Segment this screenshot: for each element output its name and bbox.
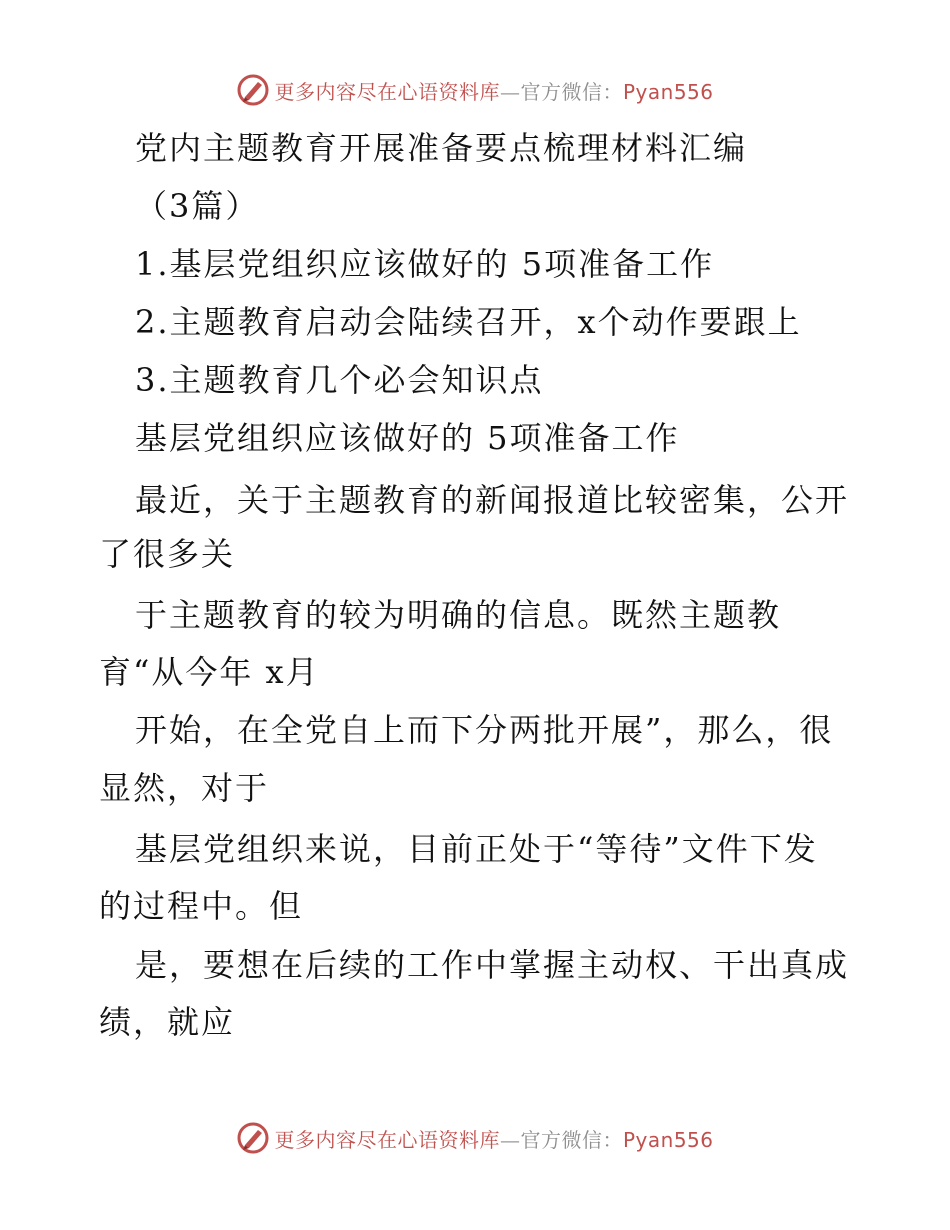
document-title-line-2: （3篇） xyxy=(135,187,260,225)
body-line-10: 绩，就应 xyxy=(99,1003,236,1041)
body-line-3: 于主题教育的较为明确的信息。既然主题教 xyxy=(135,596,782,634)
pen-seal-logo-icon xyxy=(236,1121,270,1155)
watermark-text xyxy=(274,76,713,105)
toc-item-2: 2.主题教育启动会陆续召开，x个动作要跟上 xyxy=(135,303,802,341)
watermark-wechat-label: 官方微信： xyxy=(520,1127,623,1152)
body-line-9: 是，要想在后续的工作中掌握主动权、干出真成 xyxy=(135,946,850,984)
pen-seal-logo-icon xyxy=(236,73,270,107)
watermark-separator: — xyxy=(499,79,521,104)
section-heading: 基层党组织应该做好的 5项准备工作 xyxy=(135,419,680,457)
watermark-wechat-id: Pyan556 xyxy=(622,79,714,104)
watermark-text xyxy=(274,1124,713,1153)
watermark-main-text: 更多内容尽在心语资料库 xyxy=(274,79,500,104)
body-line-6: 显然，对于 xyxy=(99,769,270,807)
body-line-8: 的过程中。但 xyxy=(99,887,304,925)
body-line-2: 了很多关 xyxy=(99,535,236,573)
body-line-4: 育“从今年 x月 xyxy=(99,653,320,691)
watermark-header xyxy=(0,70,950,110)
body-line-7: 基层党组织来说，目前正处于“等待”文件下发 xyxy=(135,830,818,868)
watermark-main-text: 更多内容尽在心语资料库 xyxy=(274,1127,500,1152)
document-title-line-1: 党内主题教育开展准备要点梳理材料汇编 xyxy=(135,129,748,167)
watermark-footer xyxy=(0,1118,950,1158)
watermark-wechat-id: Pyan556 xyxy=(622,1127,714,1152)
watermark-separator: — xyxy=(499,1127,521,1152)
toc-item-3: 3.主题教育几个必会知识点 xyxy=(135,361,544,399)
watermark-wechat-label: 官方微信： xyxy=(520,79,623,104)
toc-item-1: 1.基层党组织应该做好的 5项准备工作 xyxy=(135,245,715,283)
body-line-1: 最近，关于主题教育的新闻报道比较密集，公开 xyxy=(135,481,850,519)
body-line-5: 开始，在全党自上而下分两批开展”，那么，很 xyxy=(135,711,834,749)
